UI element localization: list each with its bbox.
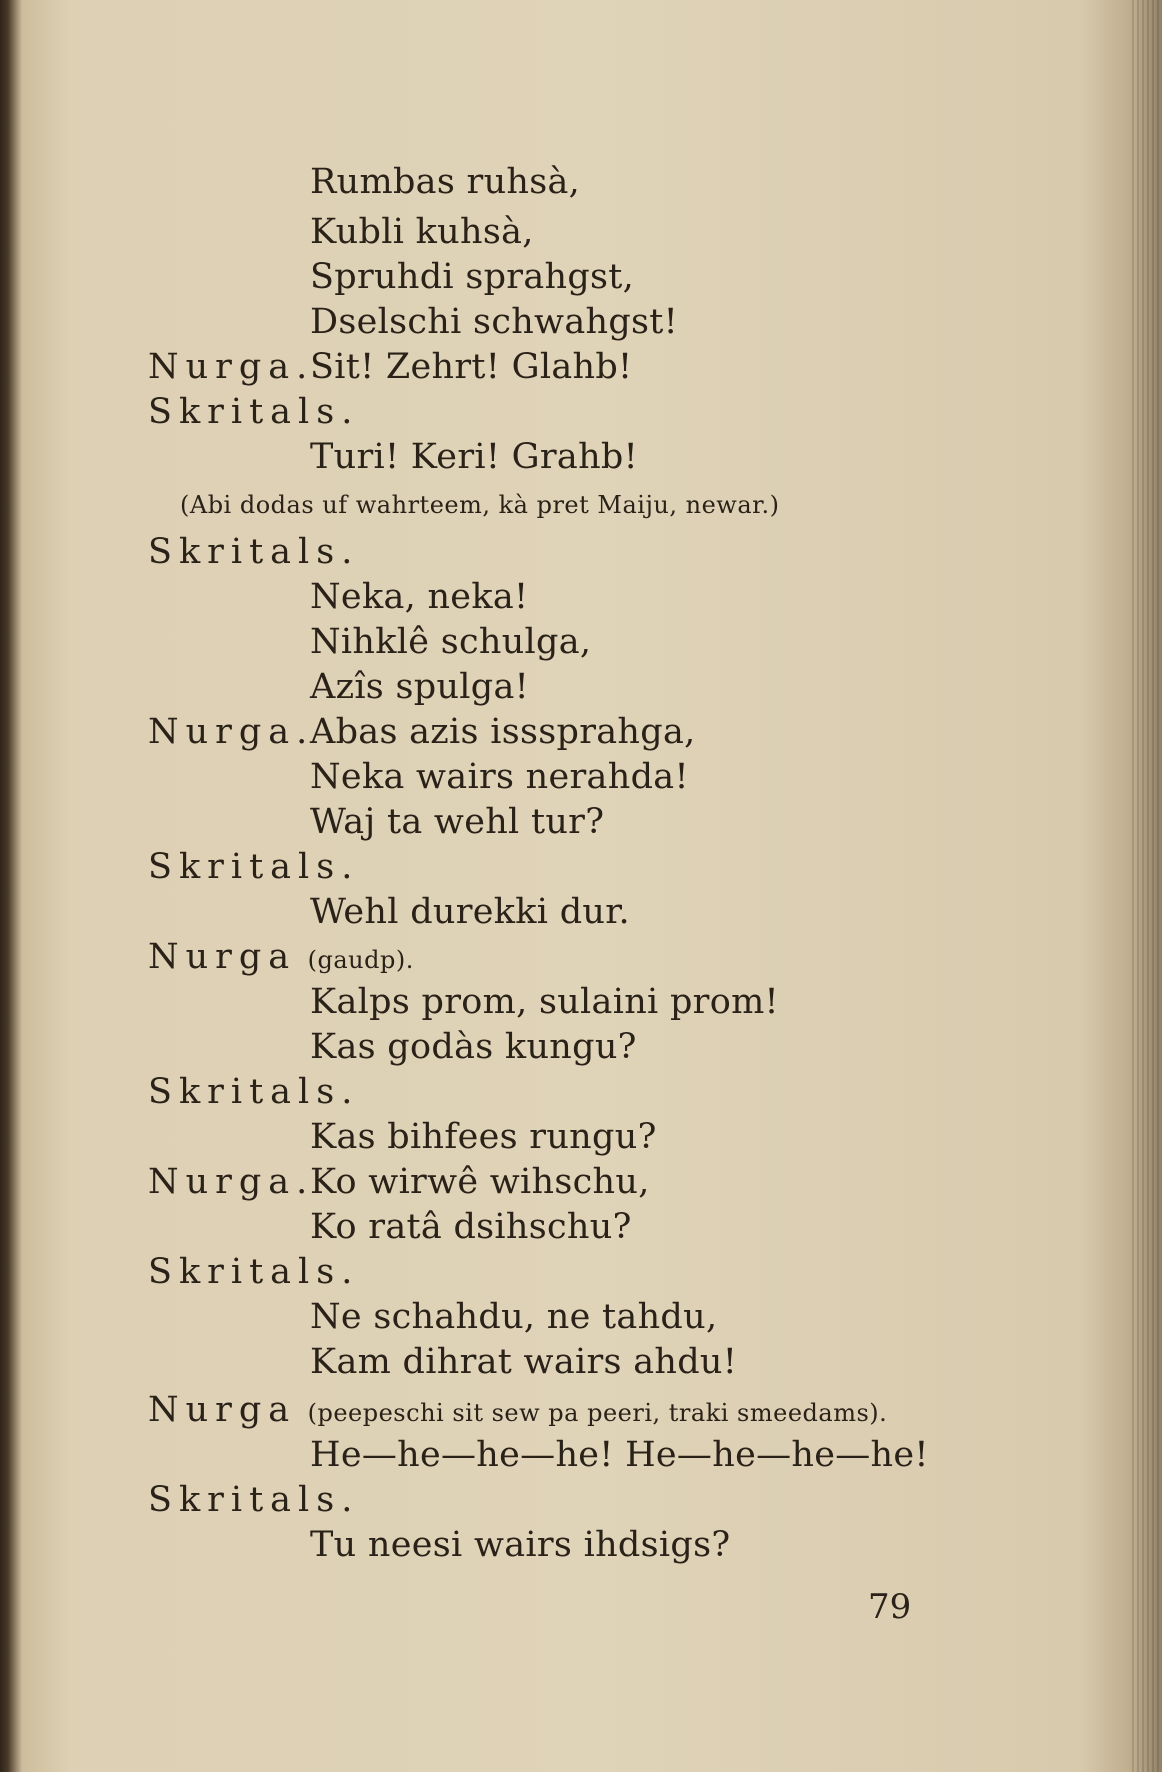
verse-line: Abas azis isssprahga, [310, 712, 696, 752]
speaker-name: Skritals. [148, 1252, 360, 1292]
speaker-name: Skritals. [148, 532, 360, 572]
stage-direction: (gaudp). [307, 946, 414, 974]
verse-line: Wehl durekki dur. [310, 892, 630, 932]
speaker-name: Skritals. [148, 1480, 360, 1520]
stage-direction: (peepeschi sit sew pa peeri, traki smeedams). [307, 1399, 888, 1427]
verse-line: Sit! Zehrt! Glahb! [310, 347, 633, 387]
speaker-name: Skritals. [148, 1072, 360, 1112]
speaker-name: Skritals. [148, 392, 360, 432]
speaker-name: Nurga [148, 1390, 297, 1430]
verse-line: Waj ta wehl tur? [310, 802, 605, 842]
verse-line: He—he—he—he! He—he—he—he! [310, 1435, 929, 1475]
speaker-name: Nurga. [148, 1162, 315, 1202]
verse-line: Kam dihrat wairs ahdu! [310, 1342, 738, 1382]
speaker-with-note [148, 935, 414, 982]
speaker-name: Nurga. [148, 347, 315, 387]
stage-direction: (Abi dodas uf wahrteem, kà pret Maiju, newar.) [180, 491, 780, 519]
verse-line: Kubli kuhsà, [310, 212, 534, 252]
verse-line: Neka wairs nerahda! [310, 757, 689, 797]
verse-line: Ko wirwê wihschu, [310, 1162, 650, 1202]
verse-line: Neka, neka! [310, 577, 529, 617]
speaker-name: Nurga. [148, 712, 315, 752]
speaker-name: Nurga [148, 937, 297, 977]
verse-line: Kas bihfees rungu? [310, 1117, 657, 1157]
verse-line: Kas godàs kungu? [310, 1027, 637, 1067]
verse-line: Ne schahdu, ne tahdu, [310, 1297, 718, 1337]
speaker-with-note [148, 1388, 887, 1435]
verse-line: Ko ratâ dsihschu? [310, 1207, 632, 1247]
verse-line: Kalps prom, sulaini prom! [310, 982, 779, 1022]
page-number: 79 [868, 1587, 912, 1627]
speaker-name: Skritals. [148, 847, 360, 887]
verse-line: Rumbas ruhsà, [310, 162, 581, 202]
verse-line: Azîs spulga! [310, 667, 530, 707]
verse-line: Tu neesi wairs ihdsigs? [310, 1525, 731, 1565]
verse-line: Turi! Keri! Grahb! [310, 437, 639, 477]
verse-line: Dselschi schwahgst! [310, 302, 679, 342]
verse-line: Spruhdi sprahgst, [310, 257, 635, 297]
verse-line: Nihklê schulga, [310, 622, 592, 662]
